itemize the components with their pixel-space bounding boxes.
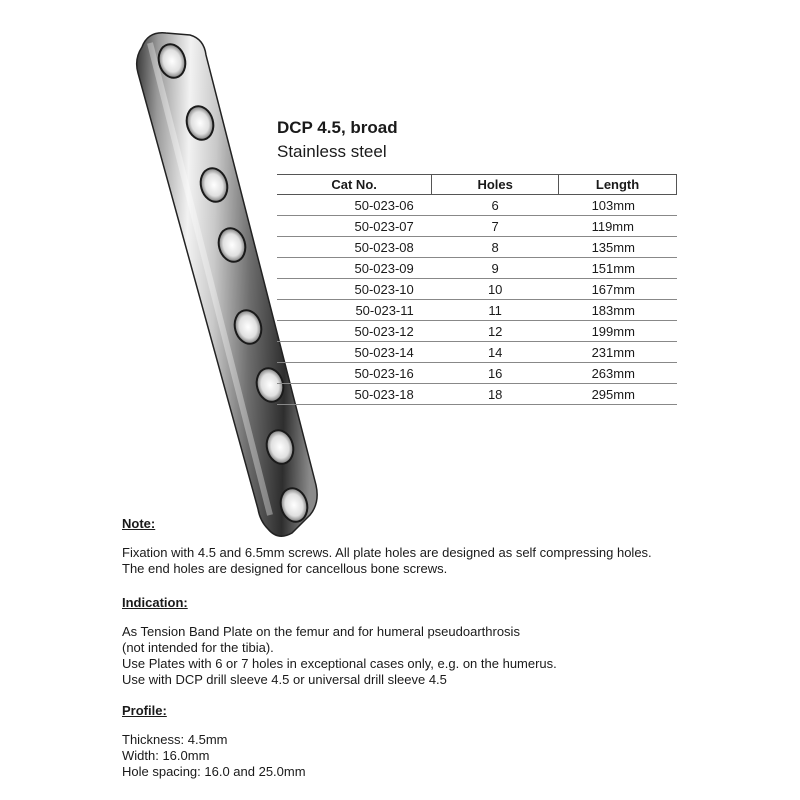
indication-heading: Indication: bbox=[122, 595, 188, 610]
cell-cat-no: 50-023-07 bbox=[277, 216, 432, 237]
column-header-holes: Holes bbox=[432, 175, 559, 195]
profile-text bbox=[122, 732, 306, 780]
cell-holes: 11 bbox=[432, 300, 559, 321]
cell-length: 119mm bbox=[559, 216, 677, 237]
cell-holes: 12 bbox=[432, 321, 559, 342]
table-row bbox=[277, 195, 677, 216]
indication-line: Use Plates with 6 or 7 holes in exceptional cases only, e.g. on the humerus. bbox=[122, 656, 557, 671]
cell-holes: 7 bbox=[432, 216, 559, 237]
cell-length: 135mm bbox=[559, 237, 677, 258]
table-row bbox=[277, 237, 677, 258]
cell-cat-no: 50-023-08 bbox=[277, 237, 432, 258]
table-row bbox=[277, 258, 677, 279]
table-row bbox=[277, 216, 677, 237]
cell-length: 199mm bbox=[559, 321, 677, 342]
cell-holes: 18 bbox=[432, 384, 559, 405]
table-row bbox=[277, 279, 677, 300]
profile-line: Thickness: 4.5mm bbox=[122, 732, 228, 747]
cell-length: 263mm bbox=[559, 363, 677, 384]
cell-cat-no: 50-023-16 bbox=[277, 363, 432, 384]
cell-cat-no: 50-023-10 bbox=[277, 279, 432, 300]
table-row bbox=[277, 300, 677, 321]
indication-text bbox=[122, 624, 557, 688]
cell-holes: 10 bbox=[432, 279, 559, 300]
indication-line: As Tension Band Plate on the femur and for humeral pseudoarthrosis bbox=[122, 624, 520, 639]
product-title: DCP 4.5, broad bbox=[277, 118, 398, 137]
table-row bbox=[277, 342, 677, 363]
cell-length: 151mm bbox=[559, 258, 677, 279]
cell-holes: 9 bbox=[432, 258, 559, 279]
cell-holes: 16 bbox=[432, 363, 559, 384]
table-row bbox=[277, 384, 677, 405]
cell-length: 183mm bbox=[559, 300, 677, 321]
profile-heading: Profile: bbox=[122, 703, 167, 718]
column-header-length: Length bbox=[559, 175, 677, 195]
catalog-table bbox=[277, 174, 677, 405]
cell-length: 231mm bbox=[559, 342, 677, 363]
cell-cat-no: 50-023-11 bbox=[277, 300, 432, 321]
cell-cat-no: 50-023-14 bbox=[277, 342, 432, 363]
indication-line: (not intended for the tibia). bbox=[122, 640, 274, 655]
profile-line: Hole spacing: 16.0 and 25.0mm bbox=[122, 764, 306, 779]
cell-length: 103mm bbox=[559, 195, 677, 216]
cell-cat-no: 50-023-06 bbox=[277, 195, 432, 216]
product-material: Stainless steel bbox=[277, 142, 387, 161]
cell-holes: 6 bbox=[432, 195, 559, 216]
cell-holes: 14 bbox=[432, 342, 559, 363]
cell-cat-no: 50-023-18 bbox=[277, 384, 432, 405]
column-header-cat-no: Cat No. bbox=[277, 175, 432, 195]
cell-cat-no: 50-023-09 bbox=[277, 258, 432, 279]
note-text bbox=[122, 545, 652, 577]
note-heading: Note: bbox=[122, 516, 156, 531]
table-row bbox=[277, 363, 677, 384]
indication-line: Use with DCP drill sleeve 4.5 or universal drill sleeve 4.5 bbox=[122, 672, 447, 687]
note-line: The end holes are designed for cancellous bone screws. bbox=[122, 561, 448, 576]
table-header-row bbox=[277, 175, 677, 195]
note-line: Fixation with 4.5 and 6.5mm screws. All plate holes are designed as self compressing holes. bbox=[122, 545, 652, 560]
cell-length: 295mm bbox=[559, 384, 677, 405]
profile-line: Width: 16.0mm bbox=[122, 748, 210, 763]
table-row bbox=[277, 321, 677, 342]
cell-length: 167mm bbox=[559, 279, 677, 300]
cell-cat-no: 50-023-12 bbox=[277, 321, 432, 342]
cell-holes: 8 bbox=[432, 237, 559, 258]
